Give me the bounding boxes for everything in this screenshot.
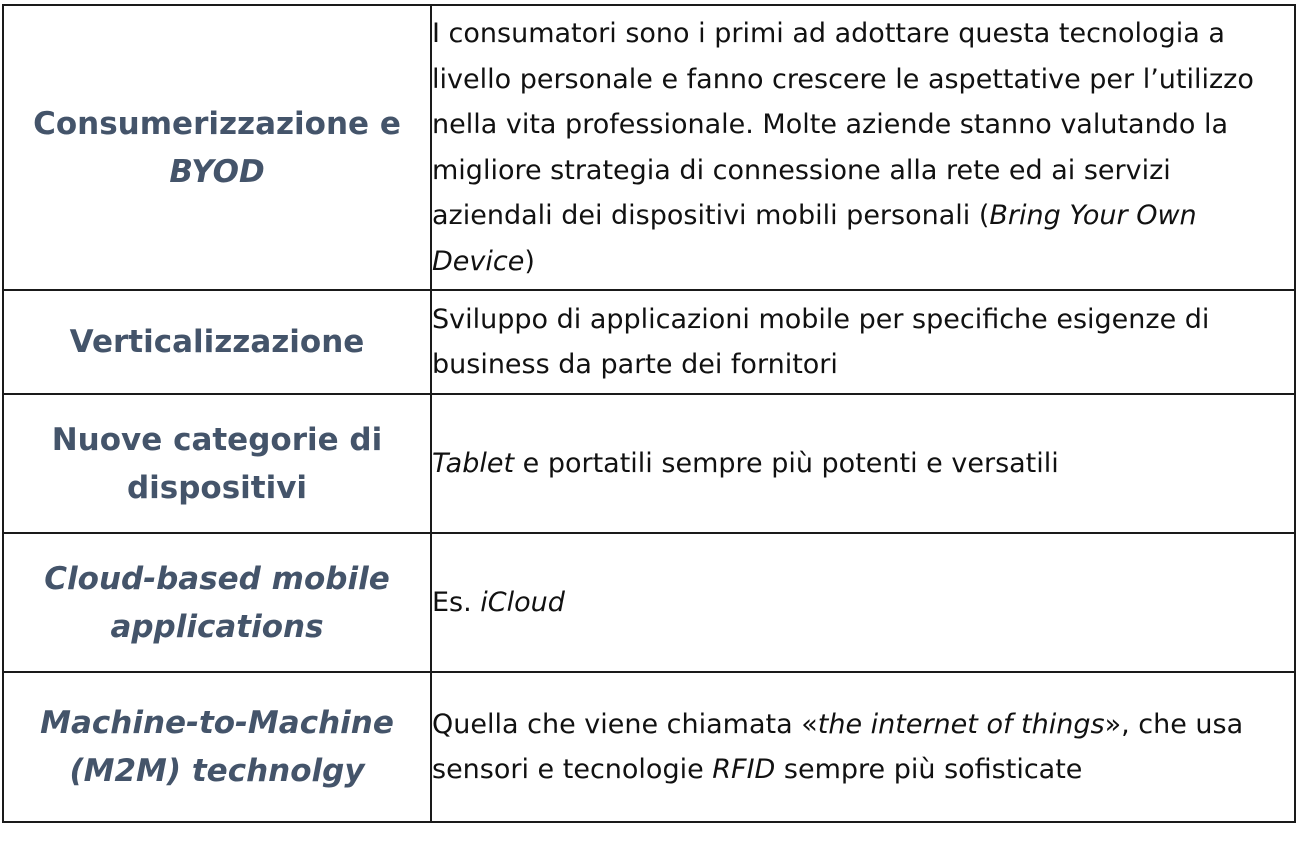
table-row [3,290,1295,394]
term-cell [3,5,431,290]
term-cell [3,394,431,533]
table-row [3,394,1295,533]
term-cell [3,533,431,672]
description-cell [431,533,1295,672]
description-italic: Bring Your Own Device [432,200,1197,277]
description-text: Sviluppo di applicazioni mobile per specifiche esigenze di business da parte dei fornitori [432,303,1210,380]
term-cell [3,672,431,822]
description-text: I consumatori sono i primi ad adottare questa tecnologia a livello personale e fanno crescere le aspettative per l’utilizzo nella vita professionale. Molte aziende stanno valutando la migliore strategia di connessione alla rete ed ai servizi aziendali dei dispositivi mobili personali ( [432,18,1254,231]
description-text: e portatili sempre più potenti e versatili [514,447,1059,479]
description-text: », che usa sensori e tecnologie [432,708,1244,785]
description-text: ) [524,245,535,277]
description-italic: iCloud [480,586,565,618]
description-text: sempre più sofisticate [775,754,1083,785]
term-label-italic: Cloud-based mobile applications [44,560,390,645]
term-label: Nuove categorie di dispositivi [51,421,383,506]
description-italic: the internet of things [817,708,1105,740]
description-cell [431,5,1295,290]
table-row [3,672,1295,822]
description-cell [431,394,1295,533]
table-row [3,533,1295,672]
table-row [3,5,1295,290]
description-italic: RFID [712,754,776,785]
term-label-italic: Machine-to-Machine (M2M) technolgy [40,705,394,789]
description-text: Es. [432,586,481,618]
description-cell [431,672,1295,822]
trends-table [2,4,1296,823]
description-italic: Tablet [432,447,515,479]
term-cell [3,290,431,394]
term-label: Consumerizzazione e [33,105,401,142]
term-label-italic: BYOD [169,153,265,190]
description-text: Quella che viene chiamata « [432,708,818,740]
description-cell [431,290,1295,394]
term-label: Verticalizzazione [69,324,365,360]
